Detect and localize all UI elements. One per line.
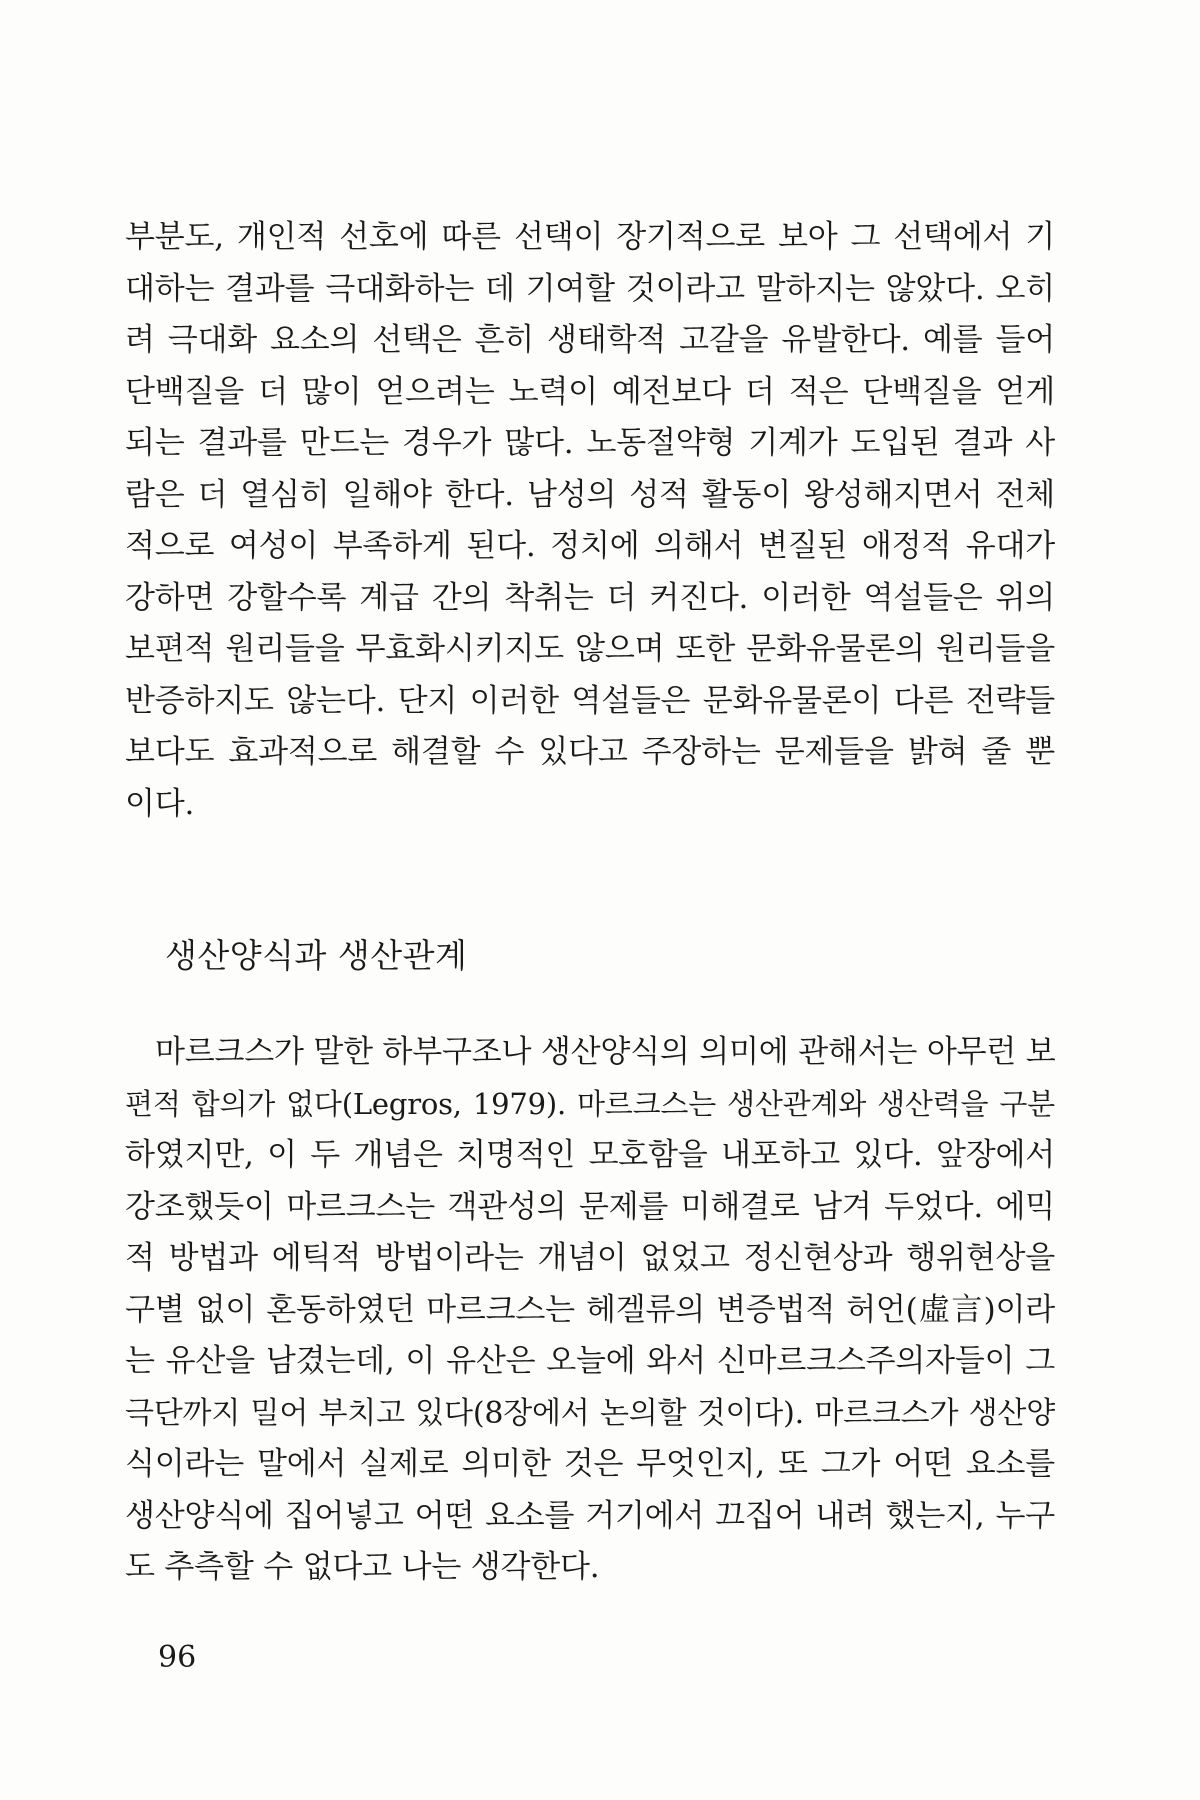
text-line: 구별 없이 혼동하였던 마르크스는 헤겔류의 변증법적 허언(虛言)이라 <box>125 1291 1055 1328</box>
text-line: 람은 더 열심히 일해야 한다. 남성의 성적 활동이 왕성해지면서 전체 <box>125 476 1055 513</box>
text-line: 는 유산을 남겼는데, 이 유산은 오늘에 와서 신마르크스주의자들이 그 <box>125 1343 1055 1379</box>
text-line: 대하는 결과를 극대화하는 데 기여할 것이라고 말하지는 않았다. 오히 <box>125 270 1055 307</box>
section-heading: 생산양식과 생산관계 <box>165 936 468 975</box>
text-line: 식이라는 말에서 실제로 의미한 것은 무엇인지, 또 그가 어떤 요소를 <box>125 1446 1055 1482</box>
text-line: 도 추측할 수 없다고 나는 생각한다. <box>125 1549 600 1585</box>
text-line: 려 극대화 요소의 선택은 흔히 생태학적 고갈을 유발한다. 예를 들어 <box>125 322 1055 358</box>
text-line: 극단까지 밀어 부치고 있다(8장에서 논의할 것이다). 마르크스가 생산양 <box>125 1395 1055 1431</box>
text-line: 단백질을 더 많이 얻으려는 노력이 예전보다 더 적은 단백질을 얻게 <box>125 373 1055 410</box>
paragraph-1 <box>125 212 1055 830</box>
text-line: 강조했듯이 마르크스는 객관성의 문제를 미해결로 남겨 두었다. 에믹 <box>125 1188 1055 1225</box>
text-line: 이다. <box>125 785 195 822</box>
text-line: 적으로 여성이 부족하게 된다. 정치에 의해서 변질된 애정적 유대가 <box>125 528 1055 564</box>
text-line: 마르크스가 말한 하부구조나 생산양식의 의미에 관해서는 아무런 보 <box>155 1034 1056 1070</box>
text-line: 생산양식에 집어넣고 어떤 요소를 거기에서 끄집어 내려 했는지, 누구 <box>125 1497 1055 1534</box>
text-line: 반증하지도 않는다. 단지 이러한 역설들은 문화유물론이 다른 전략들 <box>125 682 1055 719</box>
text-line: 보다도 효과적으로 해결할 수 있다고 주장하는 문제들을 밝혀 줄 뿐 <box>125 734 1055 770</box>
text-line: 보편적 원리들을 무효화시키지도 않으며 또한 문화유물론의 원리들을 <box>125 631 1055 667</box>
text-line: 강하면 강할수록 계급 간의 착취는 더 커진다. 이러한 역설들은 위의 <box>125 579 1055 616</box>
text-line: 적 방법과 에틱적 방법이라는 개념이 없었고 정신현상과 행위현상을 <box>125 1240 1055 1276</box>
text-line: 부분도, 개인적 선호에 따른 선택이 장기적으로 보아 그 선택에서 기 <box>125 219 1055 255</box>
paragraph-2 <box>125 1027 1055 1594</box>
text-line: 되는 결과를 만드는 경우가 많다. 노동절약형 기계가 도입된 결과 사 <box>125 425 1055 461</box>
text-line: 하였지만, 이 두 개념은 치명적인 모호함을 내포하고 있다. 앞장에서 <box>125 1137 1055 1173</box>
page-number: 96 <box>158 1640 197 1675</box>
text-line: 편적 합의가 없다(Legros, 1979). 마르크스는 생산관계와 생산력을 구분 <box>125 1086 1055 1121</box>
